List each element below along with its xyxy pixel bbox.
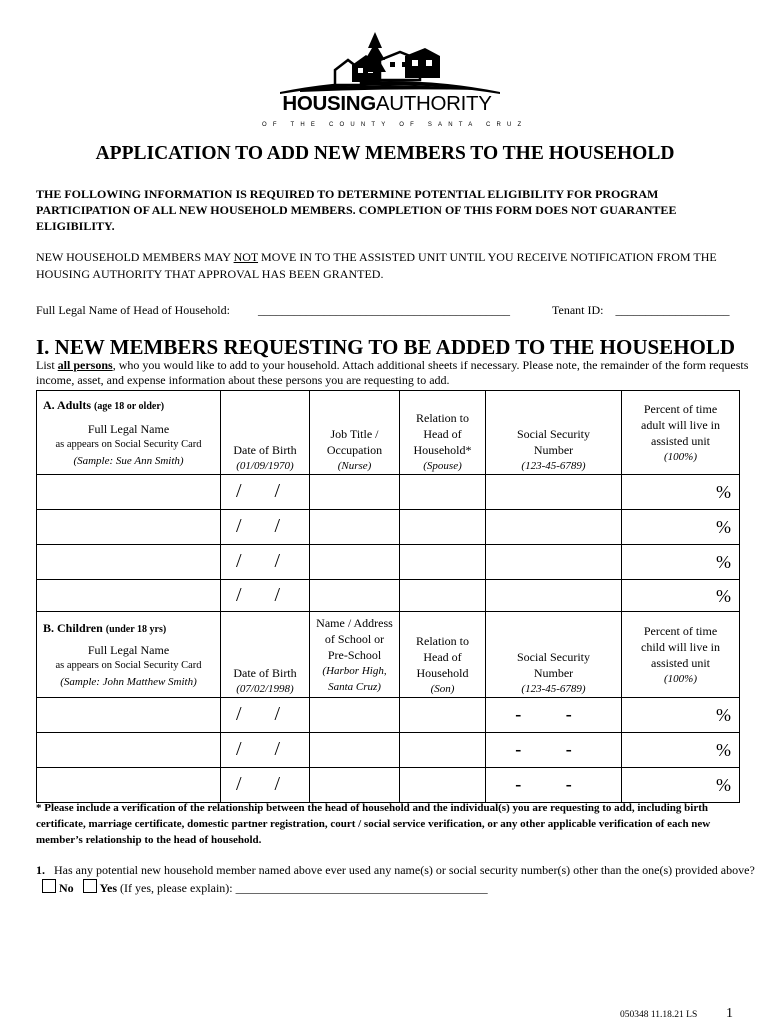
housing-authority-logo <box>240 30 530 135</box>
adult-percent-cell[interactable]: % <box>622 545 740 580</box>
yes-label: Yes <box>99 881 118 895</box>
adult-dob-cell[interactable]: / / <box>221 475 310 510</box>
adult-relation-cell[interactable] <box>400 580 486 612</box>
adult-job-cell[interactable] <box>310 475 400 510</box>
adult-ssn-cell[interactable] <box>486 475 622 510</box>
new-members-table <box>36 390 740 803</box>
adult-name-cell[interactable] <box>37 510 221 545</box>
adult-relation-cell[interactable] <box>400 545 486 580</box>
adult-row[interactable] <box>37 580 740 612</box>
child-relation-cell[interactable] <box>400 733 486 768</box>
adult-relation-cell[interactable] <box>400 475 486 510</box>
child-school-cell[interactable] <box>310 698 400 733</box>
adult-ssn-cell[interactable] <box>486 580 622 612</box>
section-1-heading: I. NEW MEMBERS REQUESTING TO BE ADDED TO THE HOUSEHOLD <box>36 335 736 359</box>
children-school-header: Name / Address of School or Pre-School (Harbor High, Santa Cruz) <box>310 612 400 698</box>
adults-name-header: A. Adults (age 18 or older) Full Legal Name as appears on Social Security Card (Sample: Sue Ann Smith) <box>37 391 221 475</box>
page-number: 1 <box>726 1006 733 1021</box>
relationship-verification-note: * Please include a verification of the relationship between the head of household and the individual(s) you are requesting to add, including birth certificate, marriage certificate, domestic partner registration, court / social service verification, or any other applicable verification of each new member’s relationship to the head of household. <box>36 802 711 846</box>
children-percent-header: Percent of time child will live in assisted unit (100%) <box>622 612 740 698</box>
child-relation-cell[interactable] <box>400 698 486 733</box>
child-ssn-cell[interactable]: - - <box>486 733 622 768</box>
adult-row[interactable] <box>37 510 740 545</box>
adult-job-cell[interactable] <box>310 545 400 580</box>
yes-checkbox[interactable] <box>83 879 97 893</box>
child-percent-cell[interactable]: % <box>622 768 740 803</box>
adult-dob-cell[interactable]: / / <box>221 510 310 545</box>
adult-dob-cell[interactable]: / / <box>221 580 310 612</box>
adults-job-header: Job Title / Occupation (Nurse) <box>310 391 400 475</box>
child-school-cell[interactable] <box>310 733 400 768</box>
children-dob-header: Date of Birth (07/02/1998) <box>221 612 310 698</box>
child-row[interactable] <box>37 768 740 803</box>
child-dob-cell[interactable]: / / <box>221 768 310 803</box>
child-name-cell[interactable] <box>37 768 221 803</box>
child-school-cell[interactable] <box>310 768 400 803</box>
no-checkbox[interactable] <box>42 879 56 893</box>
adult-ssn-cell[interactable] <box>486 510 622 545</box>
logo-subtitle: OF THE COUNTY OF SANTA CRUZ <box>262 122 528 128</box>
child-relation-cell[interactable] <box>400 768 486 803</box>
move-in-notice: NEW HOUSEHOLD MEMBERS MAY NOT MOVE IN TO THE ASSISTED UNIT UNTIL YOU RECEIVE NOTIFICATION FROM THE HOUSING AUTHORITY THAT APPROVAL HAS BEEN GRANTED. <box>36 250 717 281</box>
child-name-cell[interactable] <box>37 698 221 733</box>
child-ssn-cell[interactable]: - - <box>486 698 622 733</box>
adult-row[interactable] <box>37 545 740 580</box>
child-percent-cell[interactable]: % <box>622 733 740 768</box>
adult-relation-cell[interactable] <box>400 510 486 545</box>
children-ssn-header: Social Security Number (123-45-6789) <box>486 612 622 698</box>
form-title: APPLICATION TO ADD NEW MEMBERS TO THE HOUSEHOLD <box>95 143 675 164</box>
adult-ssn-cell[interactable] <box>486 545 622 580</box>
form-code: 050348 11.18.21 LS <box>620 1010 698 1020</box>
head-of-household-field[interactable]: __________________________________________ <box>258 303 510 317</box>
child-ssn-cell[interactable]: - - <box>486 768 622 803</box>
head-of-household-label: Full Legal Name of Head of Household: <box>36 303 230 317</box>
adult-percent-cell[interactable]: % <box>622 510 740 545</box>
adults-dob-header: Date of Birth (01/09/1970) <box>221 391 310 475</box>
child-row[interactable] <box>37 733 740 768</box>
adult-row[interactable] <box>37 475 740 510</box>
no-label: No <box>59 881 74 895</box>
adults-relation-header: Relation to Head of Household* (Spouse) <box>400 391 486 475</box>
child-dob-cell[interactable]: / / <box>221 733 310 768</box>
child-percent-cell[interactable]: % <box>622 698 740 733</box>
adults-header-row <box>37 391 740 475</box>
adult-job-cell[interactable] <box>310 510 400 545</box>
adult-name-cell[interactable] <box>37 545 221 580</box>
adult-percent-cell[interactable]: % <box>622 475 740 510</box>
children-relation-header: Relation to Head of Household (Son) <box>400 612 486 698</box>
adults-percent-header: Percent of time adult will live in assisted unit (100%) <box>622 391 740 475</box>
tenant-id-field[interactable]: Tenant ID: ___________________ <box>552 303 730 317</box>
explain-field[interactable]: __________________________________________ <box>235 881 488 895</box>
eligibility-intro: THE FOLLOWING INFORMATION IS REQUIRED TO DETERMINE POTENTIAL ELIGIBILITY FOR PROGRAM PARTICIPATION OF ALL NEW HOUSEHOLD MEMBERS. COMPLETION OF THIS FORM DOES NOT GUARANTEE ELIGIBILITY. <box>36 187 677 233</box>
logo-wordmark: HOUSINGAUTHORITY <box>282 92 492 115</box>
children-header-row <box>37 612 740 698</box>
question-1: 1. Has any potential new household member named above ever used any name(s) or social security number(s) other than the one(s) provided above? No Yes (If yes, please explain): __________________________________________ <box>36 863 755 895</box>
adult-percent-cell[interactable]: % <box>622 580 740 612</box>
child-row[interactable] <box>37 698 740 733</box>
adult-job-cell[interactable] <box>310 580 400 612</box>
adult-name-cell[interactable] <box>37 580 221 612</box>
child-dob-cell[interactable]: / / <box>221 698 310 733</box>
children-name-header: B. Children (under 18 yrs) Full Legal Name as appears on Social Security Card (Sample: John Matthew Smith) <box>37 612 221 698</box>
adults-ssn-header: Social Security Number (123-45-6789) <box>486 391 622 475</box>
adult-dob-cell[interactable]: / / <box>221 545 310 580</box>
child-name-cell[interactable] <box>37 733 221 768</box>
section-1-description: List all persons, who you would like to add to your household. Attach additional sheets if necessary. Please note, the remainder of the form requests income, asset, and expense information about these persons you are requesting to add. <box>36 358 749 387</box>
adult-name-cell[interactable] <box>37 475 221 510</box>
